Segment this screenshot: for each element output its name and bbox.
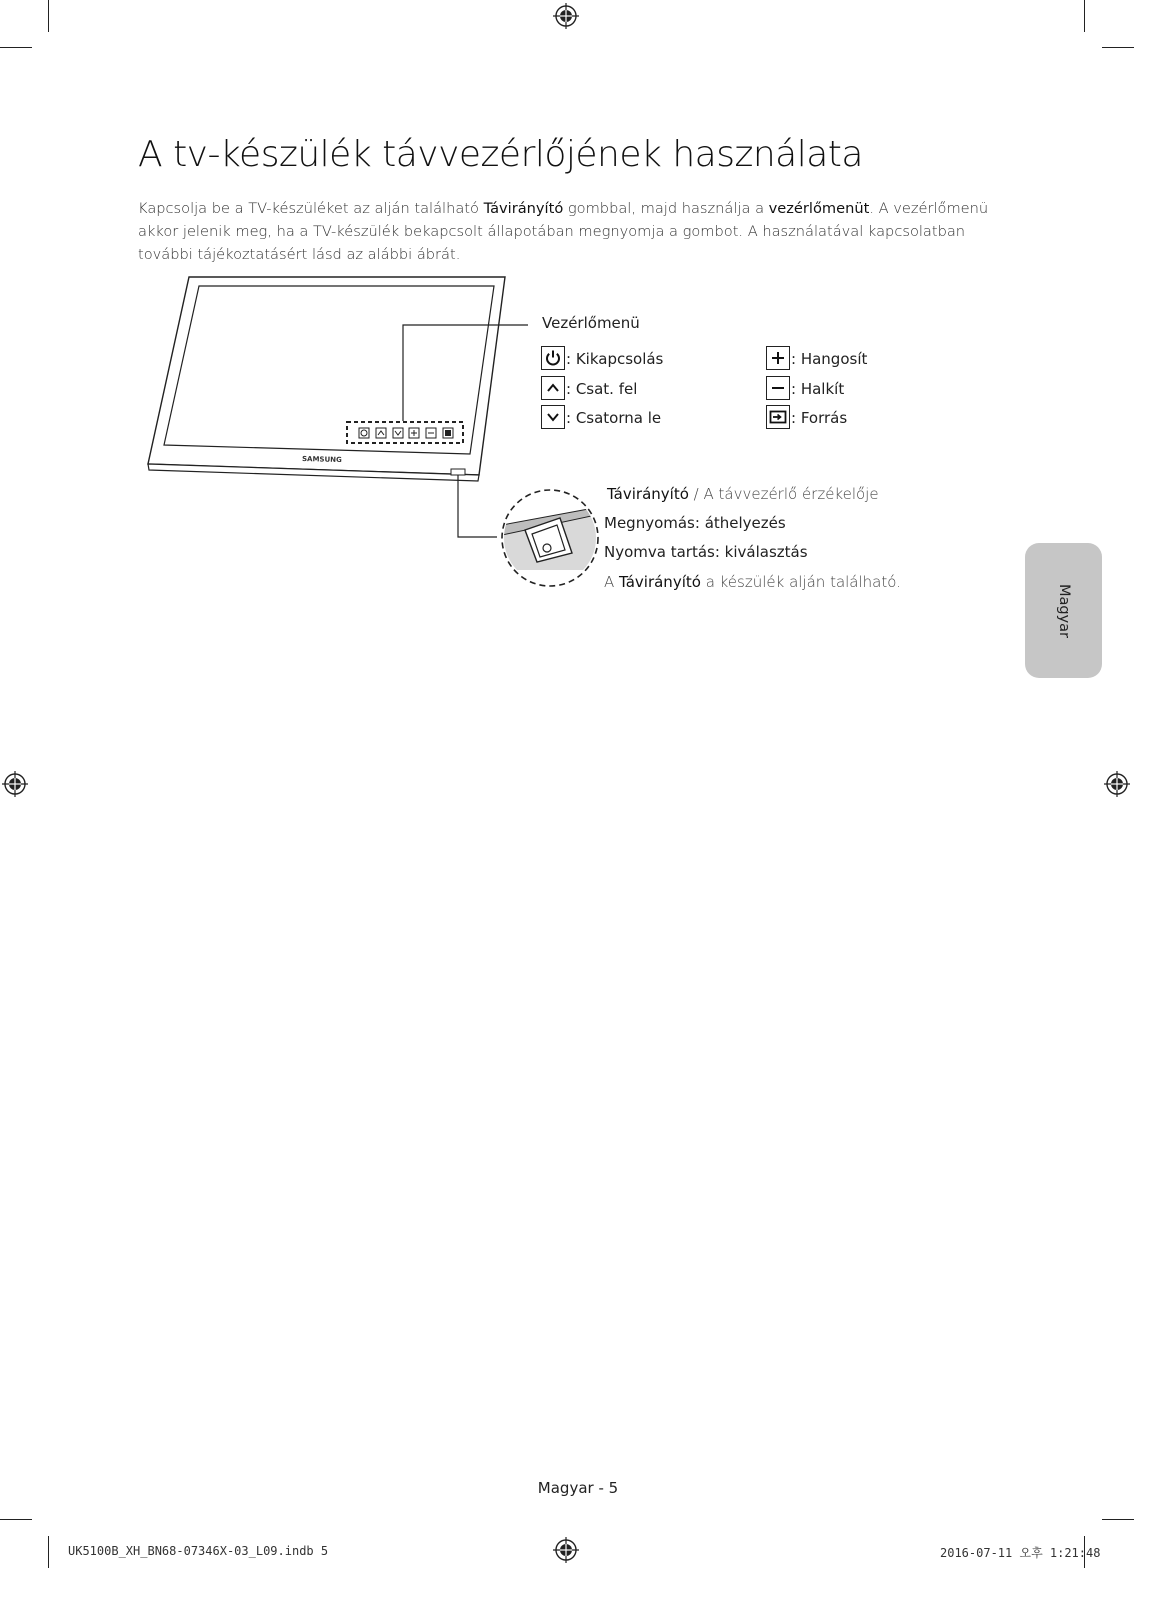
intro-menu-term: vezérlőmenüt (768, 200, 870, 217)
crop-mark (48, 1536, 49, 1568)
source-key (766, 405, 790, 429)
page-title: A tv-készülék távvezérlőjének használata (138, 134, 863, 175)
minus-icon (770, 380, 786, 396)
power-key (541, 346, 565, 370)
controller-heading: Távirányító / A távvezérlő érzékelője (607, 485, 879, 503)
registration-mark-icon (553, 3, 579, 29)
source-icon (769, 409, 787, 425)
crop-mark (1102, 47, 1134, 48)
volume-down-key (766, 376, 790, 400)
chevron-down-icon (546, 410, 560, 424)
channel-up-key (541, 376, 565, 400)
crop-mark (1084, 0, 1085, 32)
volume-up-label: : Hangosít (791, 350, 868, 368)
volume-up-key (766, 346, 790, 370)
crop-mark (1102, 1519, 1134, 1520)
footer-timestamp: 2016-07-11 오후 1:21:48 (940, 1546, 1101, 1560)
brand-logo: SAMSUNG (301, 455, 342, 465)
crop-mark (0, 47, 32, 48)
registration-mark-icon (553, 1537, 579, 1563)
controller-press-line: Megnyomás: áthelyezés (604, 514, 786, 532)
crop-mark (0, 1519, 32, 1520)
controller-hold-line: Nyomva tartás: kiválasztás (604, 543, 808, 561)
footer-file-info: UK5100B_XH_BN68-07346X-03_L09.indb 5 (68, 1544, 329, 1558)
page-number: Magyar - 5 (537, 1479, 619, 1497)
volume-down-label: : Halkít (791, 380, 845, 398)
registration-mark-icon (1104, 771, 1130, 797)
chevron-up-icon (546, 381, 560, 395)
channel-down-key (541, 405, 565, 429)
registration-mark-icon (2, 771, 28, 797)
power-icon (544, 349, 562, 367)
crop-mark (48, 0, 49, 32)
controller-location-line: A Távirányító a készülék alján található. (604, 573, 901, 591)
channel-down-label: : Csatorna le (566, 409, 662, 427)
channel-up-label: : Csat. fel (566, 380, 638, 398)
control-menu-title: Vezérlőmenü (542, 314, 640, 332)
intro-paragraph: Kapcsolja be a TV-készüléket az alján található Távirányító gombbal, majd használja a vezérlőmenüt. A vezérlőmenü akkor jelenik meg, ha a TV-készülék bekapcsolt állapotában megnyomja a gombot. A használatával kapcsolatban további tájékoztatásért lásd az alábbi ábrát. (138, 200, 989, 263)
plus-icon (770, 350, 786, 366)
language-tab: Magyar (1025, 543, 1102, 678)
power-key-label: : Kikapcsolás (566, 350, 664, 368)
source-label: : Forrás (791, 409, 848, 427)
tv-illustration (140, 270, 600, 600)
intro-remote-term: Távirányító (483, 200, 564, 217)
